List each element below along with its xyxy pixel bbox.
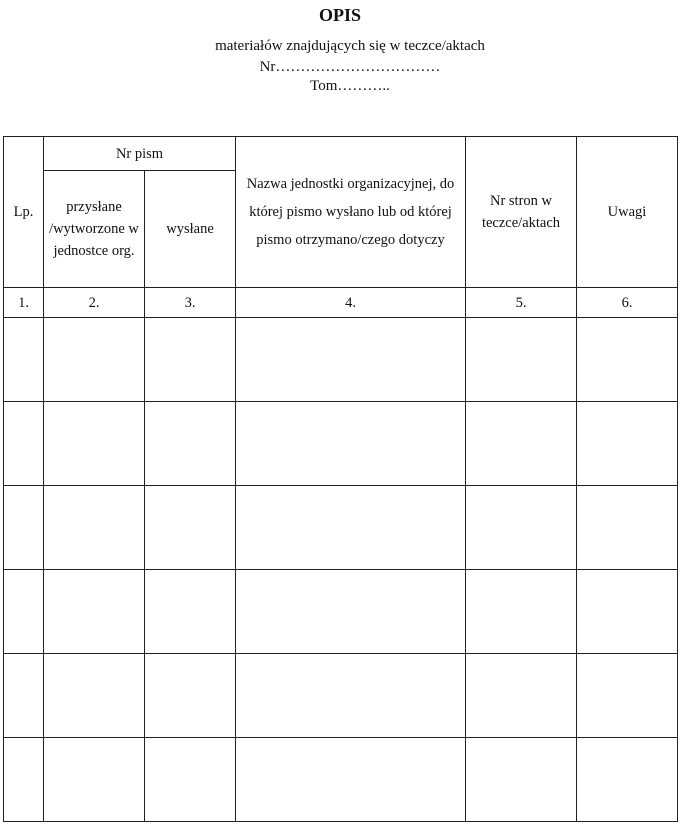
column-number: 5. — [466, 288, 577, 318]
table-cell — [466, 570, 577, 654]
column-number: 6. — [577, 288, 678, 318]
table-cell — [466, 654, 577, 738]
table-cell — [577, 738, 678, 822]
volume-line: Tom……….. — [310, 78, 390, 94]
table-cell — [44, 318, 145, 402]
table-cell — [44, 570, 145, 654]
column-number-row — [4, 288, 678, 318]
table-cell — [236, 318, 466, 402]
table-cell — [4, 402, 44, 486]
table-cell — [4, 654, 44, 738]
document-subtitle: materiałów znajdujących się w teczce/aktach — [215, 38, 485, 54]
table-row — [4, 402, 678, 486]
table-cell — [577, 318, 678, 402]
header-przyslane — [44, 171, 145, 288]
header-wyslane: wysłane — [145, 171, 236, 288]
table-cell — [577, 486, 678, 570]
table-cell — [145, 654, 236, 738]
table-cell — [577, 402, 678, 486]
table-cell — [145, 318, 236, 402]
table-cell — [4, 570, 44, 654]
header-row-top — [4, 137, 678, 171]
table-cell — [44, 486, 145, 570]
document-title: OPIS — [318, 5, 361, 25]
table-cell — [466, 486, 577, 570]
column-number: 2. — [44, 288, 145, 318]
header-lp: Lp. — [4, 137, 44, 288]
table-cell — [466, 738, 577, 822]
table-cell — [145, 486, 236, 570]
table-cell — [145, 402, 236, 486]
table-cell — [145, 738, 236, 822]
table-cell — [4, 318, 44, 402]
table-row — [4, 738, 678, 822]
column-number: 3. — [145, 288, 236, 318]
table-row — [4, 570, 678, 654]
table-row — [4, 318, 678, 402]
table-cell — [236, 654, 466, 738]
table-cell — [44, 402, 145, 486]
folder-number-line: Nr…………………………… — [259, 59, 441, 75]
table-cell — [44, 654, 145, 738]
table-row — [4, 654, 678, 738]
table-cell — [466, 318, 577, 402]
header-uwagi: Uwagi — [577, 137, 678, 288]
table-cell — [577, 654, 678, 738]
table-cell — [466, 402, 577, 486]
table-cell — [4, 486, 44, 570]
table-cell — [236, 402, 466, 486]
column-number: 1. — [4, 288, 44, 318]
materials-register-table — [3, 136, 678, 822]
header-nr-stron — [466, 137, 577, 288]
table-cell — [4, 738, 44, 822]
header-nr-stron-text: Nr stron w teczce/aktach — [481, 193, 561, 231]
table-cell — [236, 486, 466, 570]
table-row — [4, 486, 678, 570]
table-cell — [236, 738, 466, 822]
table-cell — [577, 570, 678, 654]
table-cell — [44, 738, 145, 822]
header-nazwa-text: Nazwa jednostki organizacyjnej, do której pismo wysłano lub od której pismo otrzymano/czego dotyczy — [246, 176, 455, 248]
table-cell — [236, 570, 466, 654]
header-przyslane-text: przysłane /wytworzone w jednostce org. — [49, 199, 139, 259]
table-cell — [145, 570, 236, 654]
column-number: 4. — [236, 288, 466, 318]
header-nazwa-jednostki — [236, 137, 466, 288]
header-nr-pism: Nr pism — [44, 137, 236, 171]
